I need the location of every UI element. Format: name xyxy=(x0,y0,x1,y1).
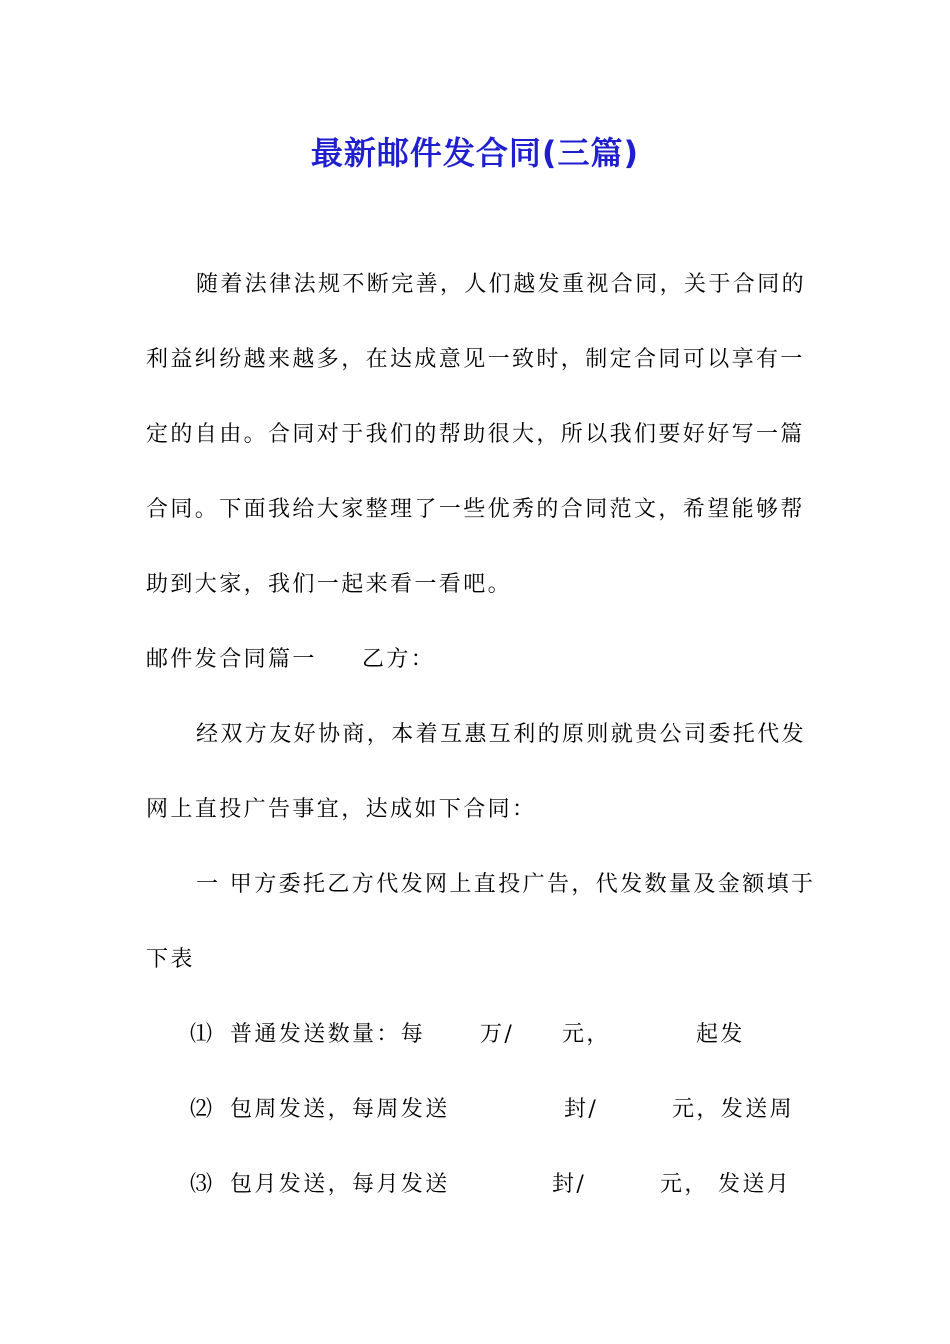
item-1-line-2: 下表 xyxy=(146,947,195,972)
row-unit-2: 元， xyxy=(660,1172,709,1197)
row-number: ⑴ xyxy=(190,1022,215,1047)
row-unit-1: 封/ xyxy=(552,1172,587,1197)
party-b-label: 乙方： xyxy=(362,647,436,672)
row-unit-1: 封/ xyxy=(564,1097,599,1122)
row-number: ⑵ xyxy=(190,1097,215,1122)
intro-line-5: 助到大家，我们一起来看一看吧。 xyxy=(146,572,513,597)
row-label: 普通发送数量：每 xyxy=(230,1022,426,1047)
document-title: 最新邮件发合同(三篇) xyxy=(310,134,640,172)
row-label: 包周发送，每周发送 xyxy=(230,1097,450,1122)
section-heading: 邮件发合同篇一 xyxy=(146,647,317,672)
row-unit-3: 起发 xyxy=(696,1022,745,1047)
row-unit-2: 元，发送周 xyxy=(672,1097,795,1122)
row-unit-3: 发送月 xyxy=(718,1172,792,1197)
intro-line-1: 随着法律法规不断完善，人们越发重视合同，关于合同的 xyxy=(196,272,807,297)
item-1-line-1: 一 甲方委托乙方代发网上直投广告，代发数量及金额填于 xyxy=(196,872,816,897)
row-label: 包月发送，每月发送 xyxy=(230,1172,450,1197)
paragraph-line-1: 经双方友好协商，本着互惠互利的原则就贵公司委托代发 xyxy=(196,722,807,747)
row-number: ⑶ xyxy=(190,1172,215,1197)
row-unit-1: 万/ xyxy=(480,1022,515,1047)
intro-line-4: 合同。下面我给大家整理了一些优秀的合同范文，希望能够帮 xyxy=(146,497,805,522)
intro-line-3: 定的自由。合同对于我们的帮助很大，所以我们要好好写一篇 xyxy=(146,422,805,447)
intro-line-2: 利益纠纷越来越多，在达成意见一致时，制定合同可以享有一 xyxy=(146,347,805,372)
row-unit-2: 元， xyxy=(562,1022,611,1047)
paragraph-line-2: 网上直投广告事宜，达成如下合同： xyxy=(146,797,537,822)
